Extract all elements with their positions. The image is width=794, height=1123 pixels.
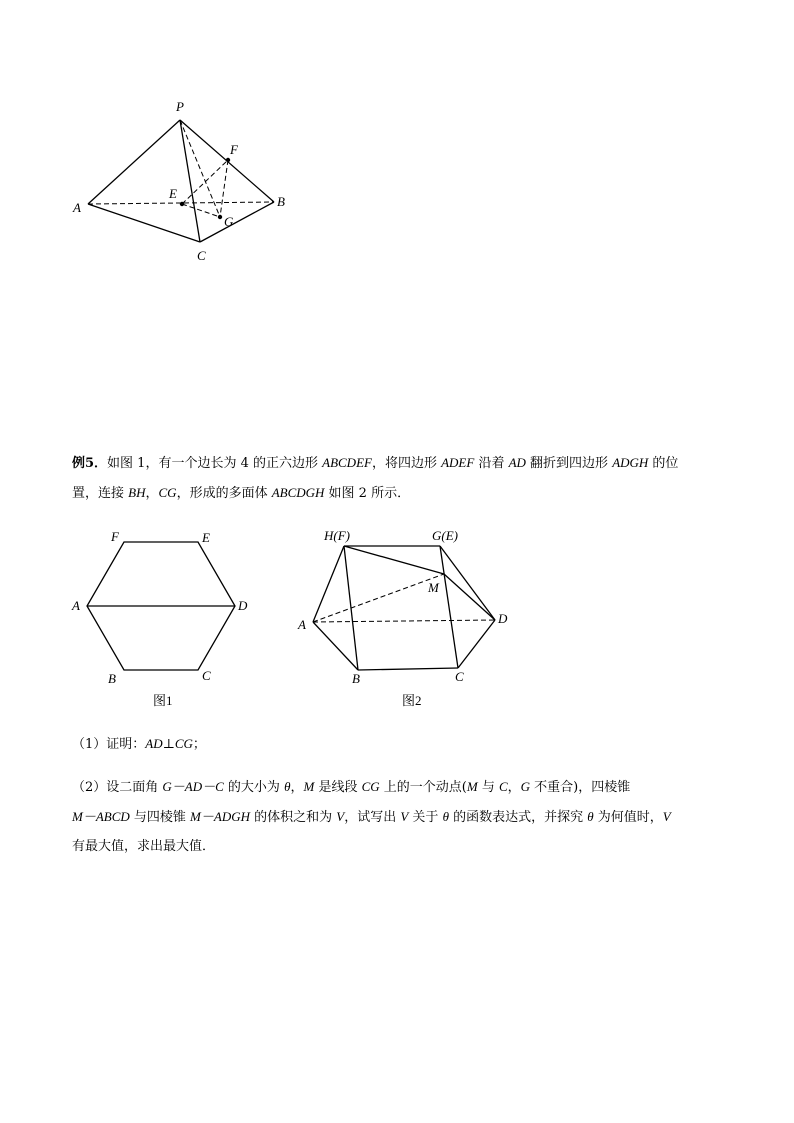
polyhedron-figure: [290, 522, 530, 712]
label-p: P: [176, 99, 184, 114]
example-text-1b: ，将四边形: [371, 456, 442, 471]
q2-text-5: 与: [477, 780, 499, 795]
label-b: B: [277, 194, 285, 209]
example-tag: 例5．: [72, 456, 108, 471]
hex-label-c: C: [202, 668, 211, 683]
segment-ad-hidden: [313, 620, 495, 622]
q2-text-2: ，: [290, 780, 304, 795]
poly-label-ge: G(E): [432, 528, 458, 543]
pyramid-figure: [60, 90, 310, 280]
pyramid-svg: [60, 90, 310, 280]
hex-caption: 图1: [153, 693, 173, 708]
q2-point-c: C: [498, 779, 508, 794]
example-text-2d: 如图 2 所示．: [324, 486, 411, 501]
q1-expression: AD⊥CG: [145, 736, 193, 751]
q2-point-m-2: M: [466, 779, 478, 794]
edge-pc: [180, 120, 200, 242]
edge-bc: [358, 668, 458, 670]
segment-hm: [344, 546, 444, 574]
edge-gd: [440, 546, 495, 620]
segment-am-hidden: [313, 574, 444, 622]
q2-dihedral-angle: G－AD－C: [162, 779, 224, 794]
segment-ad: AD: [508, 455, 526, 470]
edge-bc: [200, 202, 274, 242]
edge-ha: [313, 546, 344, 622]
point-g: [218, 215, 222, 219]
q2-theta-2: θ: [442, 809, 449, 824]
label-c: C: [197, 248, 206, 263]
poly-caption: 图2: [402, 693, 422, 708]
example-text-1c: 沿着: [474, 456, 509, 471]
q2-volume-3: V: [662, 809, 671, 824]
segment-bh: BH: [128, 485, 146, 500]
q2-text-6: ，: [507, 780, 521, 795]
q2-volume-2: V: [400, 809, 409, 824]
edge-pa: [88, 120, 180, 204]
label-f: F: [230, 142, 238, 157]
q2-text-10: ，试写出: [344, 810, 401, 825]
hexagon-svg: [60, 522, 260, 712]
q2-pyramid-1: M－ABCD: [72, 809, 130, 824]
example-statement: [72, 448, 732, 508]
q2-theta-3: θ: [587, 809, 594, 824]
edge-ac: [88, 204, 200, 242]
example-text-1e: 的位: [648, 456, 679, 471]
q2-text-14: 有最大值，求出最大值．: [72, 839, 216, 854]
polyhedron-name: ABCDGH: [271, 485, 325, 500]
q2-text-8: 与四棱锥: [129, 810, 191, 825]
hex-label-f: F: [111, 529, 119, 544]
quad-adgh: ADGH: [612, 455, 649, 470]
example-text-1d: 翻折到四边形: [525, 456, 613, 471]
question-1: [72, 729, 732, 759]
q2-text-7: 不重合)，四棱锥: [530, 780, 631, 795]
poly-label-m: M: [428, 580, 439, 595]
edge-ab: [313, 622, 358, 670]
q2-text-1: 的大小为: [223, 780, 285, 795]
segment-fg: [220, 160, 228, 217]
q2-text-13: 为何值时，: [593, 810, 663, 825]
poly-label-d: D: [498, 611, 508, 626]
q2-segment-cg: CG: [361, 779, 380, 794]
edge-gc: [440, 546, 458, 668]
segment-md: [444, 574, 495, 620]
q2-prefix: （2）设二面角: [72, 780, 163, 795]
segment-ef: [182, 160, 228, 204]
q2-text-3: 是线段: [314, 780, 362, 795]
example-text-2c: ，形成的多面体: [176, 486, 272, 501]
segment-eg: [182, 204, 220, 217]
q2-theta: θ: [284, 779, 291, 794]
question-2: [72, 772, 732, 861]
q2-pyramid-2: M－ADGH: [190, 809, 250, 824]
q2-text-4: 上的一个动点(: [379, 780, 467, 795]
hexagon-figure: [60, 522, 260, 712]
example-text-2a: 置，连接: [72, 486, 129, 501]
poly-label-a: A: [298, 617, 306, 632]
label-g: G: [224, 214, 234, 229]
hex-label-d: D: [238, 598, 248, 613]
label-a: A: [73, 200, 81, 215]
q1-prefix: （1）证明：: [72, 737, 146, 752]
poly-label-hf: H(F): [324, 528, 350, 543]
polyhedron-svg: [290, 522, 530, 712]
example-text-1a: 如图 1，有一个边长为 4 的正六边形: [107, 456, 323, 471]
q1-suffix: ；: [192, 737, 206, 752]
hex-label-a: A: [72, 598, 80, 613]
segment-cg: CG: [158, 485, 177, 500]
q2-text-9: 的体积之和为: [249, 810, 337, 825]
poly-label-b: B: [352, 671, 360, 686]
quad-adef: ADEF: [441, 455, 475, 470]
hexagon-name: ABCDEF: [322, 455, 372, 470]
point-e: [180, 202, 184, 206]
poly-label-c: C: [455, 669, 464, 684]
example-text-2b: ，: [145, 486, 159, 501]
point-f: [226, 158, 230, 162]
q2-text-12: 的函数表达式，并探究: [448, 810, 588, 825]
q2-text-11: 关于: [408, 810, 443, 825]
hex-label-b: B: [108, 671, 116, 686]
q2-point-m: M: [303, 779, 315, 794]
edge-cd: [458, 620, 495, 668]
q2-point-g: G: [520, 779, 531, 794]
hex-label-e: E: [202, 530, 210, 545]
label-e: E: [169, 186, 177, 201]
q2-volume: V: [336, 809, 345, 824]
